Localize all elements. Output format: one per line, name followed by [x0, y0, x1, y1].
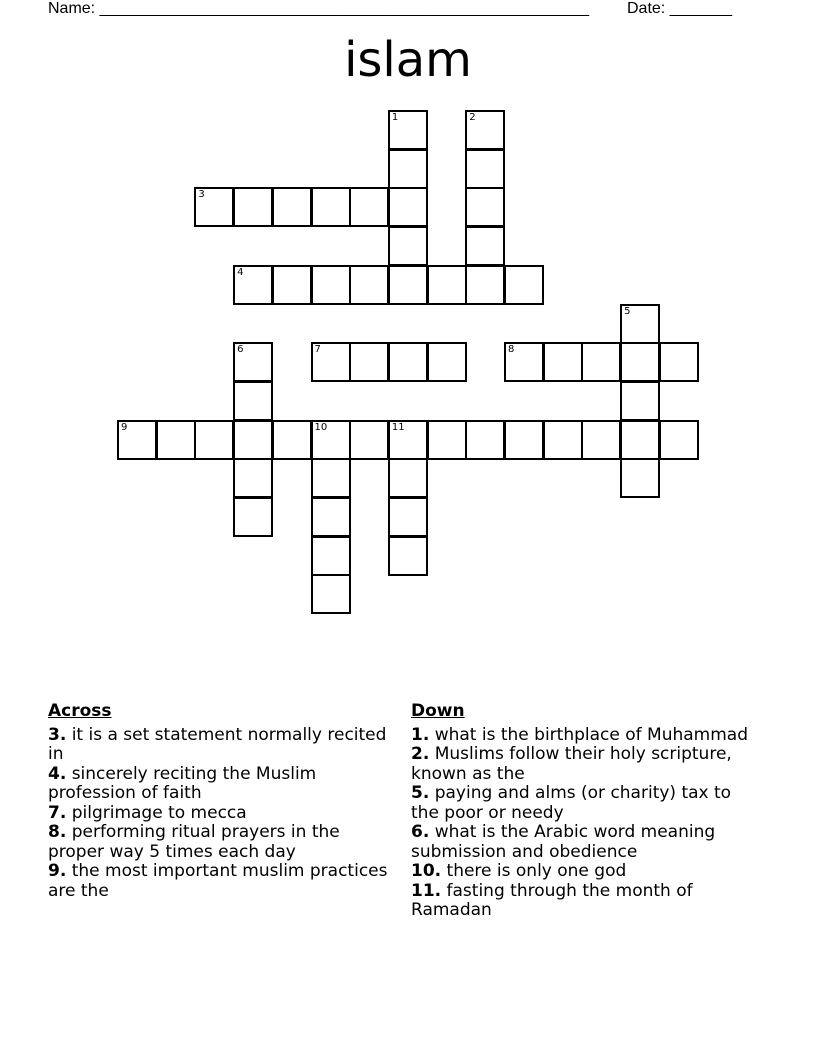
cell-number: 8	[508, 344, 515, 356]
cell-number: 2	[469, 112, 476, 123]
down-heading: Down	[411, 701, 465, 721]
clue-text: what is the Arabic word meaning submission and obedience	[411, 822, 716, 862]
grid-cell[interactable]	[659, 342, 699, 382]
grid-cell[interactable]	[156, 420, 196, 460]
grid-cell[interactable]	[311, 342, 351, 382]
clue-text: sincerely reciting the Muslim profession of faith	[48, 763, 317, 803]
grid-cell[interactable]	[427, 420, 467, 460]
grid-cell[interactable]	[233, 458, 273, 498]
grid-cell[interactable]	[465, 265, 505, 305]
grid-cell[interactable]	[349, 420, 389, 460]
cell-number: 7	[314, 344, 321, 356]
grid-cell[interactable]	[504, 342, 544, 382]
clue-number: 10.	[411, 861, 442, 881]
grid-cell[interactable]	[388, 149, 428, 189]
grid-cell[interactable]	[388, 187, 428, 227]
grid-cell[interactable]	[388, 497, 428, 537]
clue-down-10	[411, 862, 761, 882]
clue-number: 11.	[411, 880, 442, 901]
grid-cell[interactable]	[233, 381, 273, 421]
grid-cell[interactable]	[427, 342, 467, 382]
grid-cell[interactable]	[504, 420, 544, 460]
grid-cell[interactable]	[465, 110, 505, 150]
clue-across-8	[48, 823, 388, 862]
across-clues	[48, 702, 388, 901]
grid-cell[interactable]	[311, 536, 351, 576]
clue-text: fasting through the month of Ramadan	[411, 880, 693, 920]
clue-text: what is the birthplace of Muhammad	[434, 724, 748, 745]
clue-number: 4.	[48, 763, 67, 784]
cell-number: 1	[391, 112, 399, 123]
cell-number: 9	[121, 421, 128, 433]
clue-number: 6.	[411, 822, 430, 842]
grid-cell[interactable]	[233, 497, 273, 537]
down-clues	[411, 702, 761, 921]
grid-cell[interactable]	[311, 265, 351, 305]
clue-down-1	[411, 726, 761, 746]
date-line: Date: _______	[627, 0, 732, 17]
clue-text: pilgrimage to mecca	[71, 802, 247, 823]
grid-cell[interactable]	[272, 265, 312, 305]
grid-cell[interactable]	[349, 187, 389, 227]
clue-text: Muslims follow their holy scripture, known as the	[411, 744, 732, 784]
grid-cell[interactable]	[465, 187, 505, 227]
cell-number: 10	[314, 421, 328, 433]
clue-text: it is a set statement normally recited in	[48, 724, 387, 764]
grid-cell[interactable]	[388, 342, 428, 382]
grid-cell[interactable]	[349, 342, 389, 382]
cell-number: 3	[198, 189, 205, 201]
clue-across-9	[48, 862, 388, 901]
grid-cell[interactable]	[543, 420, 583, 460]
grid-cell[interactable]	[194, 187, 234, 227]
grid-cell[interactable]	[233, 420, 273, 460]
grid-cell[interactable]	[427, 265, 467, 305]
grid-cell[interactable]	[349, 265, 389, 305]
clue-down-5	[411, 784, 761, 823]
clue-across-4	[48, 765, 388, 804]
grid-cell[interactable]	[311, 458, 351, 498]
grid-cell[interactable]	[659, 420, 699, 460]
grid-cell[interactable]	[465, 420, 505, 460]
grid-cell[interactable]	[233, 342, 273, 382]
clue-across-3	[48, 726, 388, 765]
clue-number: 7.	[48, 802, 67, 823]
grid-cell[interactable]	[620, 420, 660, 460]
clue-text: the most important muslim practices are the	[48, 861, 388, 901]
clue-across-7	[48, 804, 388, 824]
across-heading: Across	[48, 701, 112, 721]
grid-cell[interactable]	[272, 187, 312, 227]
clue-number: 9.	[48, 861, 67, 881]
grid-cell[interactable]	[581, 420, 621, 460]
clue-number: 1.	[411, 724, 430, 745]
grid-cell[interactable]	[581, 342, 621, 382]
grid-cell[interactable]	[311, 497, 351, 537]
clue-number: 5.	[411, 783, 430, 803]
grid-cell[interactable]	[311, 187, 351, 227]
clue-number: 3.	[48, 724, 67, 745]
cell-number: 11	[391, 421, 405, 433]
grid-cell[interactable]	[620, 304, 660, 344]
grid-cell[interactable]	[388, 110, 428, 150]
grid-cell[interactable]	[504, 265, 544, 305]
clue-number: 8.	[48, 822, 67, 842]
grid-cell[interactable]	[272, 420, 312, 460]
cell-number: 5	[624, 305, 631, 317]
clue-text: there is only one god	[446, 861, 627, 881]
grid-cell[interactable]	[620, 381, 660, 421]
clue-text: performing ritual prayers in the proper way 5 times each day	[48, 822, 340, 862]
grid-cell[interactable]	[543, 342, 583, 382]
grid-cell[interactable]	[620, 458, 660, 498]
grid-cell[interactable]	[620, 342, 660, 382]
grid-cell[interactable]	[388, 536, 428, 576]
grid-cell[interactable]	[311, 574, 351, 614]
grid-cell[interactable]	[388, 458, 428, 498]
grid-cell[interactable]	[388, 420, 428, 460]
puzzle-title: islam	[344, 32, 472, 88]
grid-cell[interactable]	[233, 265, 273, 305]
grid-cell[interactable]	[388, 265, 428, 305]
grid-cell[interactable]	[194, 420, 234, 460]
clue-down-2	[411, 745, 761, 784]
grid-cell[interactable]	[233, 187, 273, 227]
grid-cell[interactable]	[311, 420, 351, 460]
cell-number: 6	[237, 344, 244, 356]
clue-text: paying and alms (or charity) tax to the poor or needy	[411, 783, 732, 823]
clue-number: 2.	[411, 744, 430, 764]
cell-number: 4	[237, 266, 244, 278]
clue-down-11	[411, 882, 761, 921]
grid-cell[interactable]	[465, 226, 505, 266]
name-line: Name: _______________________________________________________	[48, 0, 589, 17]
grid-cell[interactable]	[117, 420, 157, 460]
grid-cell[interactable]	[465, 149, 505, 189]
grid-cell[interactable]	[388, 226, 428, 266]
clue-down-6	[411, 823, 761, 862]
